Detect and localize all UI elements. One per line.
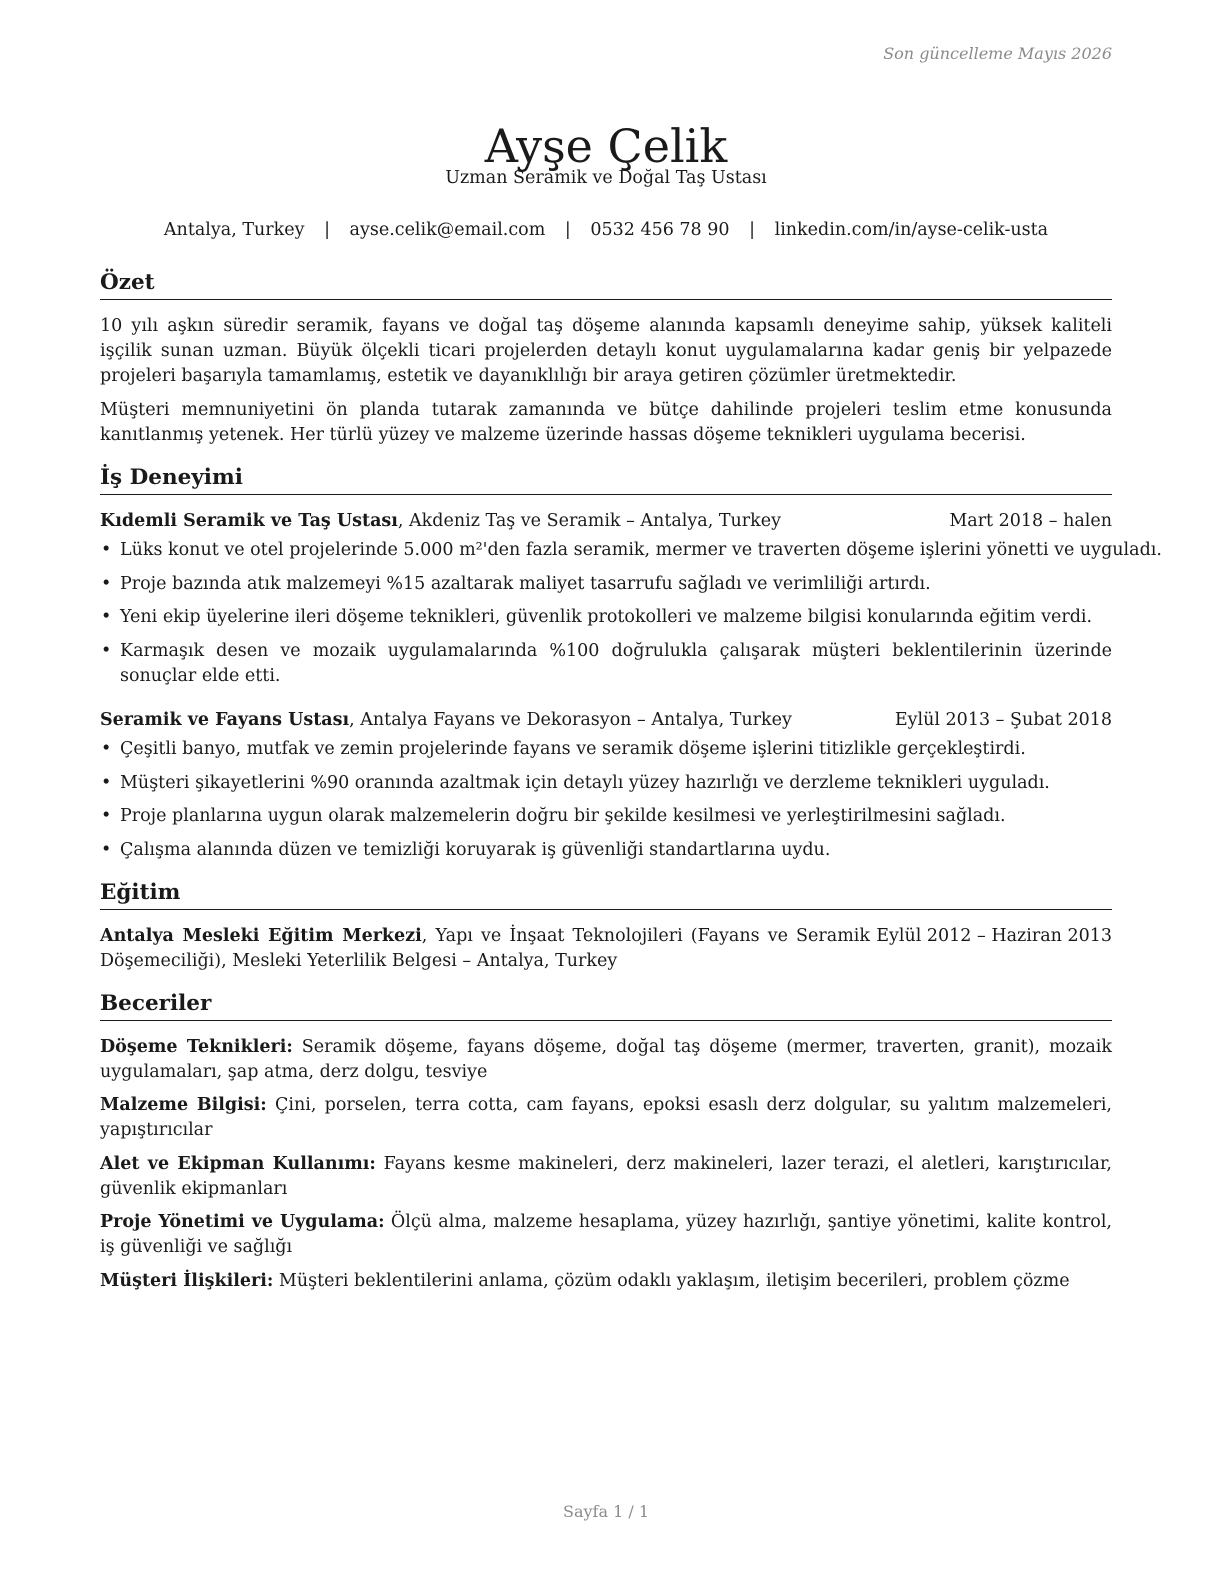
section-title-summary: Özet <box>100 269 1112 300</box>
skill-row <box>100 1210 1112 1260</box>
bullet-item: • Çeşitli banyo, mutfak ve zemin projelerinde fayans ve seramik döşeme işlerini titizlikle gerçekleştirdi. <box>100 737 1112 762</box>
education-section <box>100 879 1112 974</box>
job-company: , Antalya Fayans ve Dekorasyon – Antalya, Turkey <box>349 709 792 730</box>
job-role: Kıdemli Seramik ve Taş Ustası <box>100 510 398 531</box>
bullet-item: • Müşteri şikayetlerini %90 oranında azaltmak için detaylı yüzey hazırlığı ve derzleme teknikleri uyguladı. <box>100 771 1112 796</box>
job-dates: Mart 2018 – halen <box>949 510 1112 531</box>
last-updated: Son güncelleme Mayıs 2026 <box>883 44 1112 63</box>
experience-section <box>100 464 1162 863</box>
skill-row <box>100 1093 1112 1143</box>
job-role: Seramik ve Fayans Ustası <box>100 709 350 730</box>
candidate-name: Ayşe Çelik <box>484 118 728 173</box>
job-bullets <box>100 737 1112 863</box>
job-dates: Eylül 2013 – Şubat 2018 <box>894 709 1112 730</box>
skill-label: Alet ve Ekipman Kullanımı: <box>100 1153 376 1174</box>
contact-separator: | <box>564 220 571 240</box>
summary-paragraph: Müşteri memnuniyetini ön planda tutarak zamanında ve bütçe dahilinde projeleri teslim etme konusunda kanıtlanmış yetenek. Her türlü yüzey ve malzeme üzerinde hassas döşeme teknikleri uygulama becerisi. <box>100 399 1112 445</box>
job-entry <box>100 509 1162 689</box>
contact-phone[interactable]: 0532 456 78 90 <box>590 220 730 240</box>
bullet-item: • Çalışma alanında düzen ve temizliği koruyarak iş güvenliği standartlarına uydu. <box>100 838 1112 863</box>
job-title-line <box>100 708 792 733</box>
skill-text: Çini, porselen, terra cotta, cam fayans, epoksi esaslı derz dolgular, su yalıtım malzemeleri, yapıştırıcılar <box>100 1095 1112 1140</box>
contact-email[interactable]: ayse.celik@email.com <box>349 220 546 240</box>
skill-label: Proje Yönetimi ve Uygulama: <box>100 1212 385 1232</box>
job-title-line <box>100 509 781 534</box>
skill-row <box>100 1269 1112 1294</box>
resume-page <box>100 0 1162 1584</box>
skill-label: Müşteri İlişkileri: <box>100 1270 274 1291</box>
contact-separator: | <box>749 220 756 240</box>
skill-text: Ölçü alma, malzeme hesaplama, yüzey hazırlığı, şantiye yönetimi, kalite kontrol, iş güvenliği ve sağlığı <box>100 1212 1112 1257</box>
education-school: Antalya Mesleki Eğitim Merkezi <box>100 925 422 946</box>
skills-section <box>100 990 1112 1294</box>
skill-row <box>100 1035 1112 1085</box>
bullet-item: • Proje planlarına uygun olarak malzemelerin doğru bir şekilde kesilmesi ve yerleştirilmesini sağladı. <box>100 804 1112 829</box>
job-company: , Akdeniz Taş ve Seramik – Antalya, Turkey <box>397 510 781 531</box>
bullet-item: • Proje bazında atık malzemeyi %15 azaltarak maliyet tasarrufu sağladı ve verimliliği artırdı. <box>100 572 1112 597</box>
job-header <box>100 708 1112 733</box>
bullet-item: • Yeni ekip üyelerine ileri döşeme teknikleri, güvenlik protokolleri ve malzeme bilgisi konularında eğitim verdi. <box>100 605 1112 630</box>
contact-location: Antalya, Turkey <box>163 220 305 240</box>
bullet-item: • Lüks konut ve otel projelerinde 5.000 m²'den fazla seramik, mermer ve traverten döşeme işlerini yönetti ve uyguladı. <box>100 538 1124 563</box>
job-bullets <box>100 538 1162 689</box>
contact-separator: | <box>324 220 330 240</box>
job-header <box>100 509 1112 534</box>
skill-text: Fayans kesme makineleri, derz makineleri, lazer terazi, el aletleri, karıştırıcılar, güvenlik ekipmanları <box>100 1153 1112 1199</box>
section-title-education: Eğitim <box>100 879 1112 910</box>
job-entry <box>100 708 1112 863</box>
bullet-item: • Karmaşık desen ve mozaik uygulamalarında %100 doğrulukla çalışarak müşteri beklentilerinin üzerinde sonuçlar elde etti. <box>100 639 1112 689</box>
skill-row <box>100 1152 1112 1202</box>
contact-linkedin[interactable]: linkedin.com/in/ayse-celik-usta <box>774 220 1049 240</box>
resume-body <box>100 269 1162 1294</box>
education-details: , Yapı ve İnşaat Teknolojileri (Fayans ve Seramik Döşemeciliği), Mesleki Yeterlilik Belgesi – Antalya, Turkey <box>100 925 870 971</box>
skill-label: Malzeme Bilgisi: <box>100 1095 267 1115</box>
skill-label: Döşeme Teknikleri: <box>100 1036 293 1057</box>
education-entry <box>100 924 1112 974</box>
summary-paragraph: 10 yılı aşkın süredir seramik, fayans ve doğal taş döşeme alanında kapsamlı deneyime sahip, yüksek kaliteli işçilik sunan uzman. Büyük ölçekli ticari projelerden detaylı konut uygulamalarına kadar geniş bir yelpazede projeleri başarıyla tamamlamış, estetik ve dayanıklılığı bir araya getiren çözümler üretmektedir. <box>100 316 1112 386</box>
page-number: Sayfa 1 / 1 <box>562 1502 649 1521</box>
section-title-experience: İş Deneyimi <box>100 464 1112 495</box>
skill-text: Müşteri beklentilerini anlama, çözüm odaklı yaklaşım, iletişim becerileri, problem çözme <box>273 1270 1070 1291</box>
contact-line <box>100 220 1112 240</box>
headline: Uzman Seramik ve Doğal Taş Ustası <box>445 168 767 188</box>
education-description <box>100 924 870 974</box>
skill-text: Seramik döşeme, fayans döşeme, doğal taş döşeme (mermer, traverten, granit), mozaik uygulamaları, şap atma, derz dolgu, tesviye <box>100 1036 1112 1082</box>
section-title-skills: Beceriler <box>100 990 1112 1021</box>
summary-section <box>100 269 1112 448</box>
education-dates: Eylül 2012 – Haziran 2013 <box>876 925 1112 946</box>
